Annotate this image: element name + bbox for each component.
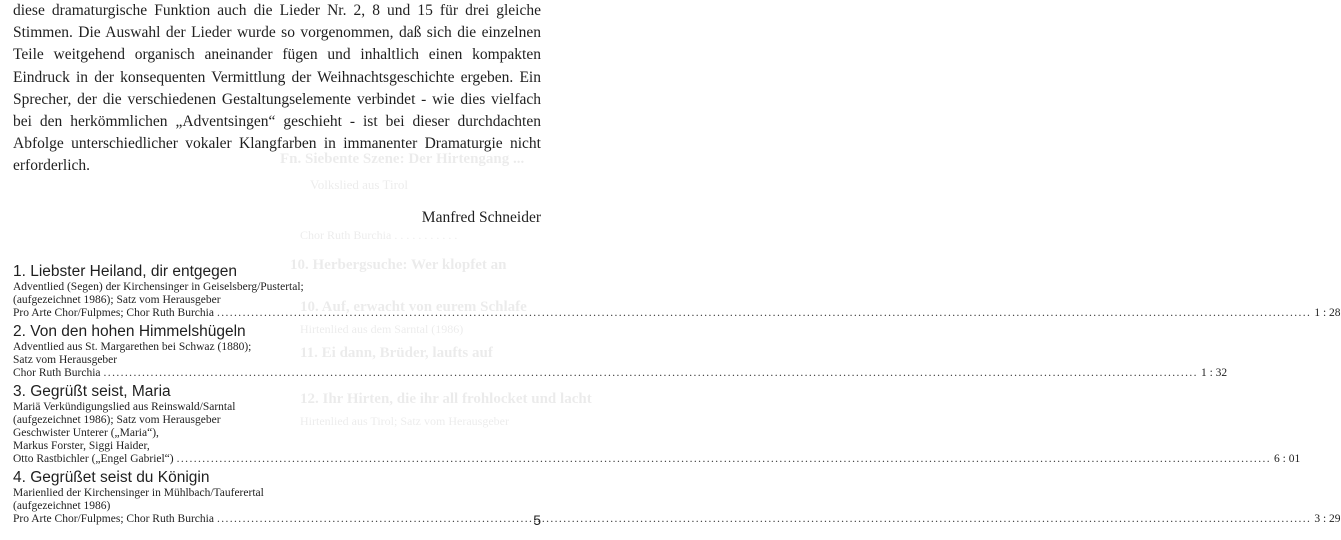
intro-paragraph: diese dramaturgische Funktion auch die Lieder Nr. 2, 8 und 15 für drei gleiche Stimmen. Die Auswahl der Lieder wurde so vorgenommen, daß sich die einzelnen Teile weitgehend organisch aneinander fügen und inhaltlich einen kompakten Eindruck in der konsequenten Vermittlung der Weihnachtsgeschichte ergeben. Ein Sprecher, der die verschiedenen Gestaltungselemente verbindet - wie dies vielfach bei den herkömmlichen „Adventsingen“ geschieht - ist bei dieser durchdachten Abfolge unterschiedlicher vokaler Klangfarben in immanenter Dramaturgie nicht erforderlich. [13,2,541,175]
track-description: Mariä Verkündigungslied aus Reinswald/Sarntal [13,401,236,413]
track-credit-row [13,307,1341,320]
track-duration: 6 : 01 [1274,453,1301,465]
bleed-through-text: Volkslied aus Tirol [310,177,409,192]
track-duration: 3 : 29 [1314,513,1341,525]
author-signature: Manfred Schneider [421,209,541,226]
track-description: Adventlied aus St. Margarethen bei Schwaz (1880); [13,341,252,353]
track-performers: Otto Rastbichler („Engel Gabriel“) [13,453,174,465]
track-duration: 1 : 32 [1200,367,1228,379]
track-title: 4. Gegrüßet seist du Königin [13,469,210,486]
page-number: 5 [533,512,541,528]
bleed-through-text: 12. Ihr Hirten, die ihr all frohlocket und lacht [300,391,592,407]
track-performers: Chor Ruth Burchia [13,367,101,379]
dot-leader [177,453,1271,466]
track-credit-row [13,453,1301,466]
track-description: Marienlied der Kirchensinger in Mühlbach/Tauferertal [13,487,264,499]
track-description: Geschwister Unterer („Maria“), [13,427,159,439]
bleed-through-text: Hirtenlied aus dem Sarntal (1986) [300,322,464,336]
track-description: (aufgezeichnet 1986) [13,500,111,512]
track-description: (aufgezeichnet 1986); Satz vom Herausgeber [13,414,221,426]
track-title: 3. Gegrüßt seist, Maria [13,383,171,400]
bleed-through-text: 10. Herbergsuche: Wer klopfet an [290,257,507,273]
track-duration: 1 : 28 [1314,307,1341,319]
track-performers: Pro Arte Chor/Fulpmes; Chor Ruth Burchia [13,307,214,319]
track-item [13,263,1341,320]
track-title: 2. Von den hohen Himmelshügeln [13,323,246,340]
bleed-through-text: 11. Ei dann, Brüder, laufts auf [300,345,493,361]
track-list [13,263,1341,526]
dot-leader [217,513,1311,526]
track-description: (aufgezeichnet 1986); Satz vom Herausgeber [13,294,221,306]
track-description: Adventlied (Segen) der Kirchensinger in Geiselsberg/Pustertal; [13,281,304,293]
track-credit-row [13,367,1228,380]
bleed-through-text: 10. Auf, erwacht von eurem Schlafe [300,299,527,315]
bleed-through-text: Hirtenlied aus Tirol; Satz vom Herausgeber [300,414,509,428]
track-performers: Pro Arte Chor/Fulpmes; Chor Ruth Burchia [13,513,214,525]
track-item [13,469,1341,526]
track-credit-row [13,513,1341,526]
track-item [13,323,1228,380]
track-title: 1. Liebster Heiland, dir entgegen [13,263,238,280]
track-description: Markus Forster, Siggi Haider, [13,440,150,452]
dot-leader [104,367,1198,380]
track-item [13,383,1301,466]
bleed-through-text: Chor Ruth Burchia . . . . . . . . . . . [300,228,458,242]
dot-leader [217,307,1311,320]
track-description: Satz vom Herausgeber [13,354,118,366]
bleed-through-text: Fn. Siebente Szene: Der Hirtengang ... [280,151,525,167]
